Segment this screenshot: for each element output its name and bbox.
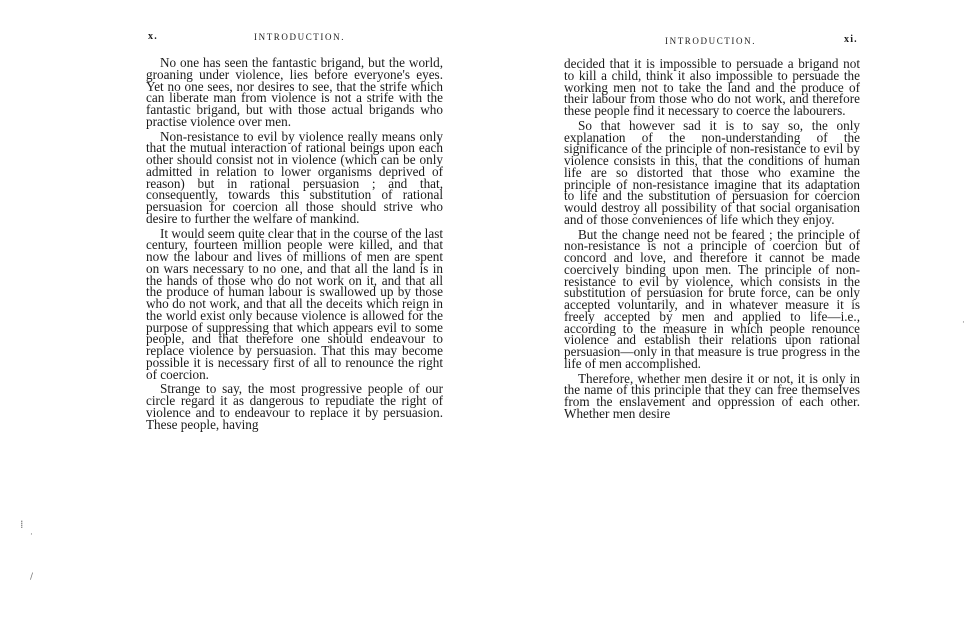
paragraph: Strange to say, the most progressive people of our circle regard it as dangerous to repudiate the right of violence and to endeavour to replace it by persuasion. These people, having (146, 381, 443, 432)
running-head: INTRODUCTION. (254, 32, 346, 42)
scan-mark-icon: ⁞ (20, 518, 24, 531)
scan-mark-icon: / (30, 572, 34, 582)
page-number: xi. (844, 34, 858, 45)
scan-mark-icon: · (30, 530, 33, 540)
right-page (490, 0, 980, 618)
scan-mark-icon: · (962, 318, 965, 328)
paragraph: It would seem quite clear that in the course of the last century, fourteen million people were killed, and that now the labour and lives of millions of men are spent on wars necessary to no one, and that all the land is in the hands of those who do not work on it, and that all the produce of human labour is swallowed up by those who do not work, and that all the deceits which reign in the world exist only because violence is allowed for the purpose of suppressing that which appears evil to some people, and that therefore one should endeavour to replace violence by persuasion. That this may become possible it is necessary first of all to renounce the right of coercion. (146, 225, 443, 382)
paragraph: So that however sad it is to say so, the only explanation of the non-understanding of the significance of the principle of non-resistance to evil by violence consists in this, that the conditions of human life are so distorted that those who examine the principle of non-resistance imagine that its adaptation to life and the substitution of persuasion for coercion would destroy all possibility of that social organisation and of those conveniences of life which they enjoy. (564, 117, 860, 227)
text-column (146, 57, 443, 433)
paragraph: decided that it is impossible to persuade a brigand not to kill a child, think it also impossible to persuade the working men not to take the land and the produce of their labour from those who do not work, and therefore these people find it necessary to coerce the labourers. (564, 56, 860, 118)
text-column (564, 58, 860, 423)
paragraph: Non-resistance to evil by violence really means only that the mutual interaction of rational beings upon each other should consist not in violence (which can be only admitted in relation to lower organisms deprived of reason) but in rational persuasion ; and that, consequently, towards this substitution of rational persuasion for coercion all those should strive who desire to further the welfare of mankind. (146, 128, 443, 226)
running-head: INTRODUCTION. (665, 36, 757, 46)
paragraph: But the change need not be feared ; the principle of non-resistance is not a principle of coercion but of concord and love, and therefore it cannot be made coercively binding upon men. The principle of non-resistance to evil by violence, which consists in the substitution of persuasion for brute force, can be only accepted voluntarily, and in whatever measure it is freely accepted by men and applied to life—i.e., according to the measure in which people renounce violence and establish their relations upon rational persuasion—only in that measure is true progress in the life of men accomplished. (564, 226, 860, 371)
paragraph: Therefore, whether men desire it or not, it is only in the name of this principle that they can free themselves from the enslavement and oppression of each other. Whether men desire (564, 370, 860, 421)
paragraph: No one has seen the fantastic brigand, but the world, groaning under violence, lies before everyone's eyes. Yet no one sees, nor desires to see, that the strife which can liberate man from violence is not a strife with the fantastic brigand, but with those actual brigands who practise violence over men. (146, 55, 443, 129)
page-number: x. (148, 31, 158, 42)
